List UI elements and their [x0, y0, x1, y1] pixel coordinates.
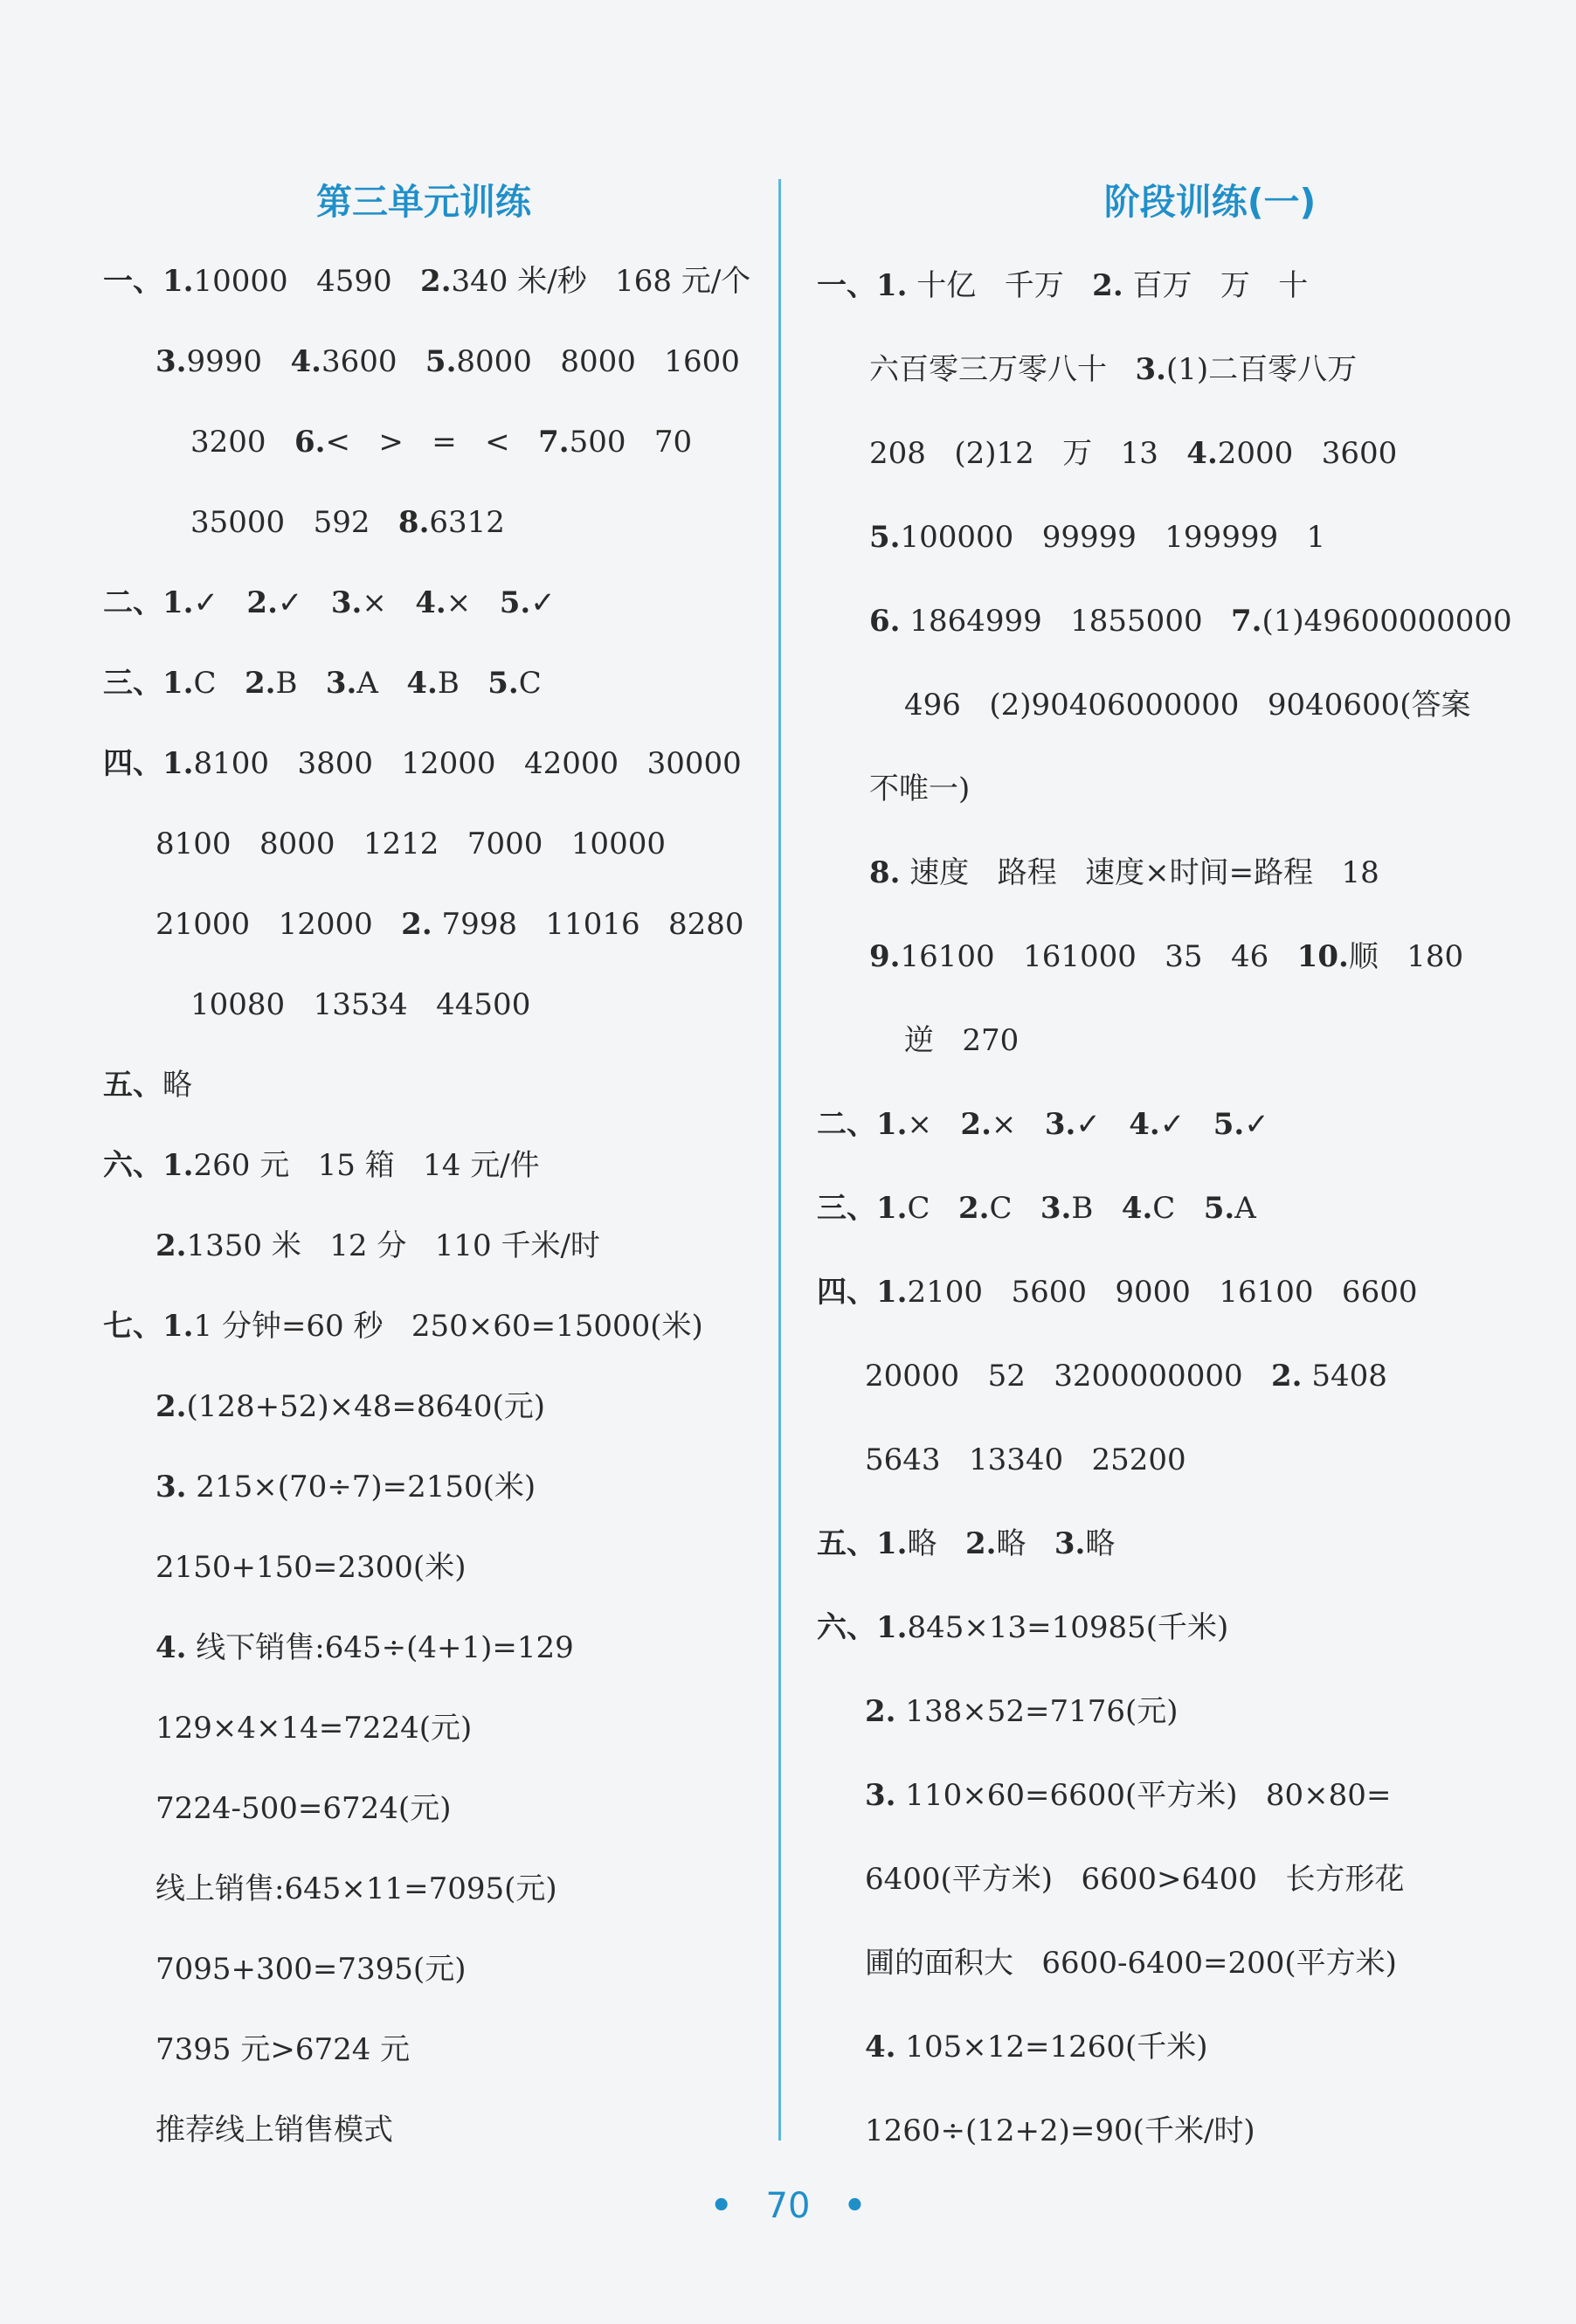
left-section-title: 第三单元训练	[316, 181, 531, 223]
right-answer-line: 逆 270	[904, 1023, 1020, 1058]
left-answer-line: 2150+150=2300(米)	[156, 1550, 467, 1585]
right-answer-line: 一、1. 十亿 千万 2. 百万 万 十	[817, 268, 1309, 303]
left-answer-line: 2.(128+52)×48=8640(元)	[156, 1389, 545, 1424]
left-answer-line: 21000 12000 2. 7998 11016 8280	[156, 907, 744, 942]
left-answer-line: 四、1.8100 3800 12000 42000 30000	[103, 746, 742, 781]
right-answer-line: 496 (2)90406000000 9040600(答案	[904, 688, 1471, 723]
right-answer-line: 1260÷(12+2)=90(千米/时)	[865, 2113, 1255, 2148]
right-answer-line: 不唯一)	[869, 771, 971, 806]
right-section-title: 阶段训练(一)	[1103, 181, 1317, 223]
left-answer-line: 129×4×14=7224(元)	[156, 1711, 473, 1746]
left-answer-line: 三、1.C 2.B 3.A 4.B 5.C	[103, 666, 542, 701]
right-answer-line: 3. 110×60=6600(平方米) 80×80=	[865, 1778, 1392, 1813]
left-answer-line: 一、1.10000 4590 2.340 米/秒 168 元/个	[103, 264, 751, 299]
left-answer-line: 六、1.260 元 15 箱 14 元/件	[103, 1148, 540, 1183]
right-answer-line: 二、1.× 2.× 3.✓ 4.✓ 5.✓	[817, 1107, 1269, 1142]
left-answer-line: 7395 元>6724 元	[156, 2032, 411, 2067]
left-answer-line: 线上销售:645×11=7095(元)	[156, 1871, 557, 1906]
column-divider	[778, 179, 781, 2141]
left-answer-line: 35000 592 8.6312	[190, 505, 505, 540]
right-answer-line: 四、1.2100 5600 9000 16100 6600	[817, 1275, 1418, 1310]
left-answer-line: 七、1.1 分钟=60 秒 250×60=15000(米)	[103, 1309, 703, 1344]
right-answer-line: 4. 105×12=1260(千米)	[865, 2030, 1208, 2065]
right-answer-line: 9.16100 161000 35 46 10.顺 180	[869, 939, 1464, 974]
page-dot-left: •	[709, 2186, 733, 2226]
page-number-footer	[0, 2186, 1576, 2226]
left-answer-line: 五、略	[103, 1068, 192, 1103]
right-answer-line: 六百零三万零八十 3.(1)二百零八万	[869, 352, 1358, 387]
right-answer-line: 8. 速度 路程 速度×时间=路程 18	[869, 855, 1379, 890]
right-answer-line: 六、1.845×13=10985(千米)	[817, 1610, 1229, 1645]
left-answer-line: 推荐线上销售模式	[156, 2113, 393, 2148]
right-answer-line: 5.100000 99999 199999 1	[869, 520, 1326, 555]
right-answer-line: 20000 52 3200000000 2. 5408	[865, 1359, 1387, 1394]
left-answer-line: 7095+300=7395(元)	[156, 1952, 467, 1987]
left-answer-line: 2.1350 米 12 分 110 千米/时	[156, 1228, 600, 1263]
right-answer-line: 圃的面积大 6600-6400=200(平方米)	[865, 1946, 1397, 1981]
right-answer-line: 6400(平方米) 6600>6400 长方形花	[865, 1862, 1405, 1897]
left-answer-line: 4. 线下销售:645÷(4+1)=129	[156, 1630, 574, 1665]
left-answer-line: 8100 8000 1212 7000 10000	[156, 827, 666, 861]
page-number: 70	[765, 2186, 811, 2226]
right-answer-line: 6. 1864999 1855000 7.(1)49600000000	[869, 604, 1512, 639]
right-answer-line: 2. 138×52=7176(元)	[865, 1694, 1179, 1729]
left-answer-line: 10080 13534 44500	[190, 987, 531, 1022]
left-answer-line: 3200 6.< > = < 7.500 70	[190, 425, 693, 460]
left-answer-line: 3. 215×(70÷7)=2150(米)	[156, 1470, 536, 1504]
right-answer-line: 5643 13340 25200	[865, 1442, 1186, 1477]
left-answer-line: 7224-500=6724(元)	[156, 1791, 452, 1826]
right-answer-line: 三、1.C 2.C 3.B 4.C 5.A	[817, 1191, 1256, 1226]
left-answer-line: 二、1.✓ 2.✓ 3.× 4.× 5.✓	[103, 585, 556, 620]
page-dot-right: •	[843, 2186, 867, 2226]
left-answer-line: 3.9990 4.3600 5.8000 8000 1600	[156, 344, 740, 379]
right-answer-line: 五、1.略 2.略 3.略	[817, 1526, 1116, 1561]
right-answer-line: 208 (2)12 万 13 4.2000 3600	[869, 436, 1398, 471]
